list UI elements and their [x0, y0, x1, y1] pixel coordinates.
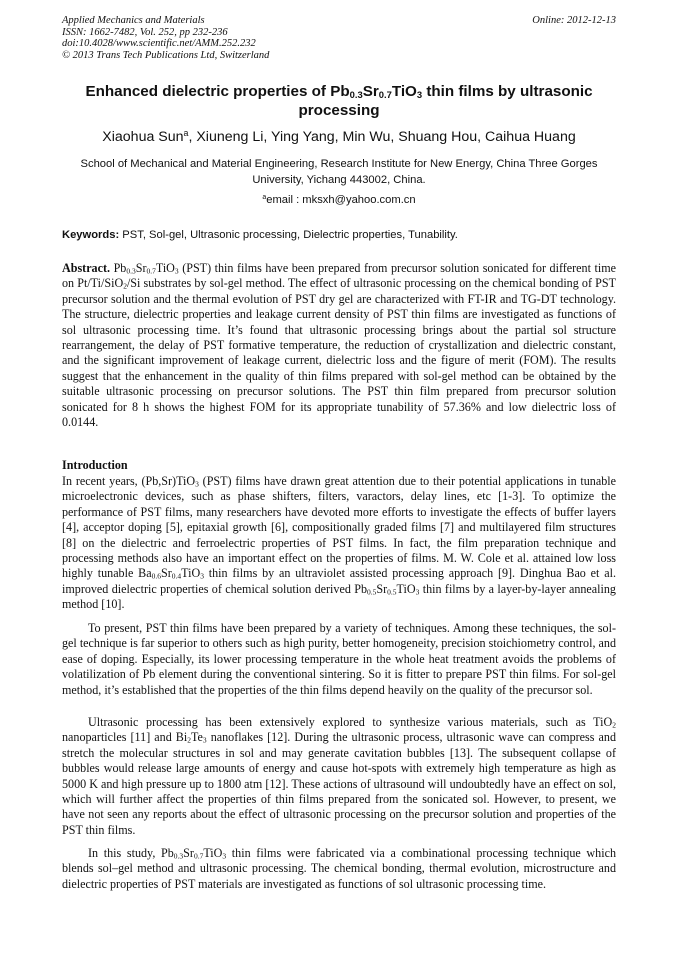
- affiliation: School of Mechanical and Material Engineering, Research Institute for New Energy, China Three Gorges University, Yichang 443002, China.: [80, 158, 598, 186]
- formula-subscript: 0.7: [193, 851, 204, 861]
- formula-subscript: 0.3: [173, 851, 184, 861]
- author-names: , Xiuneng Li, Ying Yang, Min Wu, Shuang Hou, Caihua Huang: [188, 129, 576, 145]
- author-list: [62, 128, 616, 146]
- intro-paragraph-3: [62, 715, 616, 838]
- formula-subscript: 3: [202, 735, 207, 745]
- email-superscript: a: [262, 194, 267, 202]
- abstract-text: /Si substrates by sol-gel method. The effect of ultrasonic processing on the chemical bonding of PST precursor solution and the thermal evolution of PST dry gel are characterized with FT-IR and TG-DT technology. The structure, dielectric properties and leakage current density of PST thin films are investigated as functions of sol ultrasonic processing time. It’s found that ultrasonic processing brings about the partial sol structure rearrangement, the delay of PST formative temperature, the reduction of crystallization and dielectric constant, and the significant improvement of leakage current, dielectric loss and the figure of merit (FOM). The results suggest that the enhancement in the quality of thin films prepared with sol-gel method can be obtained by the suitable ultrasonic processing on precursor solutions. The PST thin film prepared from precursor solution sonicated for 8 h shows the highest FOM for its appropriate tunability of 57.36% and low dielectric loss of 0.0144.: [62, 276, 616, 430]
- formula-subscript: 3: [200, 571, 204, 581]
- title-text: TiO: [391, 83, 417, 100]
- title-subscript: 0.7: [378, 88, 392, 100]
- author-name: Xiaohua Sun: [102, 129, 184, 145]
- paragraph-text: thin films were fabricated via a combinational processing technique which blends sol–gel method and ultrasonic processing. The chemical bonding, thermal evolution, microstructure and dielectric properties of PST materials are investigated as functions of sol ultrasonic processing time.: [62, 846, 616, 891]
- paragraph-text: Sr: [160, 566, 172, 581]
- online-date: Online: 2012-12-13: [532, 15, 616, 26]
- formula-subscript: 0.4: [171, 571, 182, 581]
- paragraph-text: Te: [190, 730, 203, 745]
- keywords-label: Keywords:: [62, 229, 120, 241]
- formula-subscript: 2: [123, 281, 127, 291]
- paragraph-text: TiO: [396, 581, 416, 596]
- title-text: Sr: [362, 83, 379, 100]
- paragraph-text: (PST) films have drawn great attention due to their potential applications in tunable microelectronic devices, such as phase shifters, filters, varactors, delay lines, etc [1-3]. To optimize the performance of PST films, many researchers have devoted more efforts to investigate the effects of buffer layers [4], acceptor doping [5], epitaxial growth [6], compositionally graded films [7] and multilayered film structures [8] on the dielectric and ferroelectric properties of PST films. In fact, the film preparation technique and processing methods also have an important effect on the properties of films. M. W. Cole et al. attained low loss highly tunable Ba: [62, 474, 616, 581]
- paragraph-text: nanoparticles [11] and Bi: [62, 730, 188, 745]
- section-heading-introduction: Introduction: [62, 458, 128, 472]
- formula-part: TiO: [155, 261, 175, 275]
- paragraph-text: In this study, Pb: [88, 846, 174, 860]
- formula-part: Sr: [135, 261, 147, 275]
- title-subscript: 0.3: [349, 88, 363, 100]
- keywords: [62, 229, 616, 241]
- journal-name: Applied Mechanics and Materials: [62, 15, 205, 26]
- paragraph-text: TiO: [181, 566, 201, 581]
- formula-subscript: 3: [195, 479, 199, 489]
- formula-subscript: 3: [174, 266, 179, 276]
- paragraph-text: In recent years, (Pb,Sr)TiO: [62, 474, 196, 488]
- email-line: [62, 194, 616, 206]
- abstract-text: (PST) thin films have been prepared from precursor solution sonicated for different time on Pt/Ti/SiO: [62, 261, 616, 291]
- formula-subscript: 0.6: [151, 571, 161, 581]
- formula-subscript: 0.5: [367, 587, 377, 597]
- author-superscript: a: [183, 128, 189, 139]
- intro-paragraph-2: To present, PST thin films have been prepared by a variety of techniques. Among these techniques, the sol-gel technique is far superior to others such as high purity, better homogeneity, precision stoichiometry control, and ease of doping. Especially, its lower processing temperature in the whole heat treatment avoids the problems of volatilization of Pb element during the conventional sintering. So it is fitter to prepare PST thin films. For sol-gel method, it’s established that the properties of the thin films depend heavily on the quality of the precursor sol.: [62, 621, 616, 697]
- issn-line: ISSN: 1662-7482, Vol. 252, pp 232-236: [62, 26, 228, 38]
- formula-subscript: 0.5: [387, 587, 397, 597]
- formula-part: Pb: [110, 261, 127, 275]
- paragraph-text: nanoflakes [12]. During the ultrasonic process, ultrasonic wave can compress and stretch the molecular structures in sol and may generate cavitation bubbles [13]. The subsequent collapse of bubbles would release large amounts of energy and cause hot-spots with extremely high temperature as high as 5000 K and high pressure up to 1800 atm [12]. These actions of ultrasound will undoubtedly have an effect on sol, which will further affect the properties of thin films prepared from the sonicated sol. However, to present, we have not seen any reports about the effect of ultrasonic processing on the precursor solution and properties of the PST thin films.: [62, 730, 616, 837]
- intro-paragraph-4: [62, 846, 616, 892]
- paper-title: [62, 82, 616, 120]
- formula-subscript: 3: [415, 587, 420, 597]
- paragraph-text: Sr: [376, 581, 388, 596]
- title-text: thin films by ultrasonic processing: [298, 83, 593, 119]
- keywords-text: PST, Sol-gel, Ultrasonic processing, Dielectric properties, Tunability.: [119, 229, 458, 241]
- paragraph-text: TiO: [203, 846, 223, 860]
- copyright-line: © 2013 Trans Tech Publications Ltd, Switzerland: [62, 49, 270, 61]
- abstract-label: Abstract.: [62, 261, 111, 275]
- doi-line[interactable]: doi:10.4028/www.scientific.net/AMM.252.232: [62, 38, 256, 49]
- paragraph-text: Ultrasonic processing has been extensively explored to synthesize various materials, such as TiO: [88, 715, 613, 729]
- paragraph-text: Sr: [183, 846, 194, 860]
- intro-paragraph-1: [62, 474, 616, 613]
- formula-subscript: 2: [187, 735, 191, 745]
- title-subscript: 3: [416, 88, 423, 100]
- abstract: [62, 261, 616, 430]
- formula-subscript: 3: [222, 851, 227, 861]
- paragraph-text: thin films by a layer-by-layer annealing method [10].: [62, 581, 616, 612]
- email-address[interactable]: email : mksxh@yahoo.com.cn: [266, 194, 416, 206]
- formula-subscript: 0.3: [126, 266, 136, 276]
- formula-subscript: 0.7: [146, 266, 156, 276]
- paragraph-text: thin films by an ultraviolet assisted processing approach [9]. Dinghua Bao et al. improved dielectric properties of chemical solution derived Pb: [62, 566, 616, 596]
- formula-subscript: 2: [612, 720, 616, 730]
- title-text: Enhanced dielectric properties of Pb: [85, 83, 350, 100]
